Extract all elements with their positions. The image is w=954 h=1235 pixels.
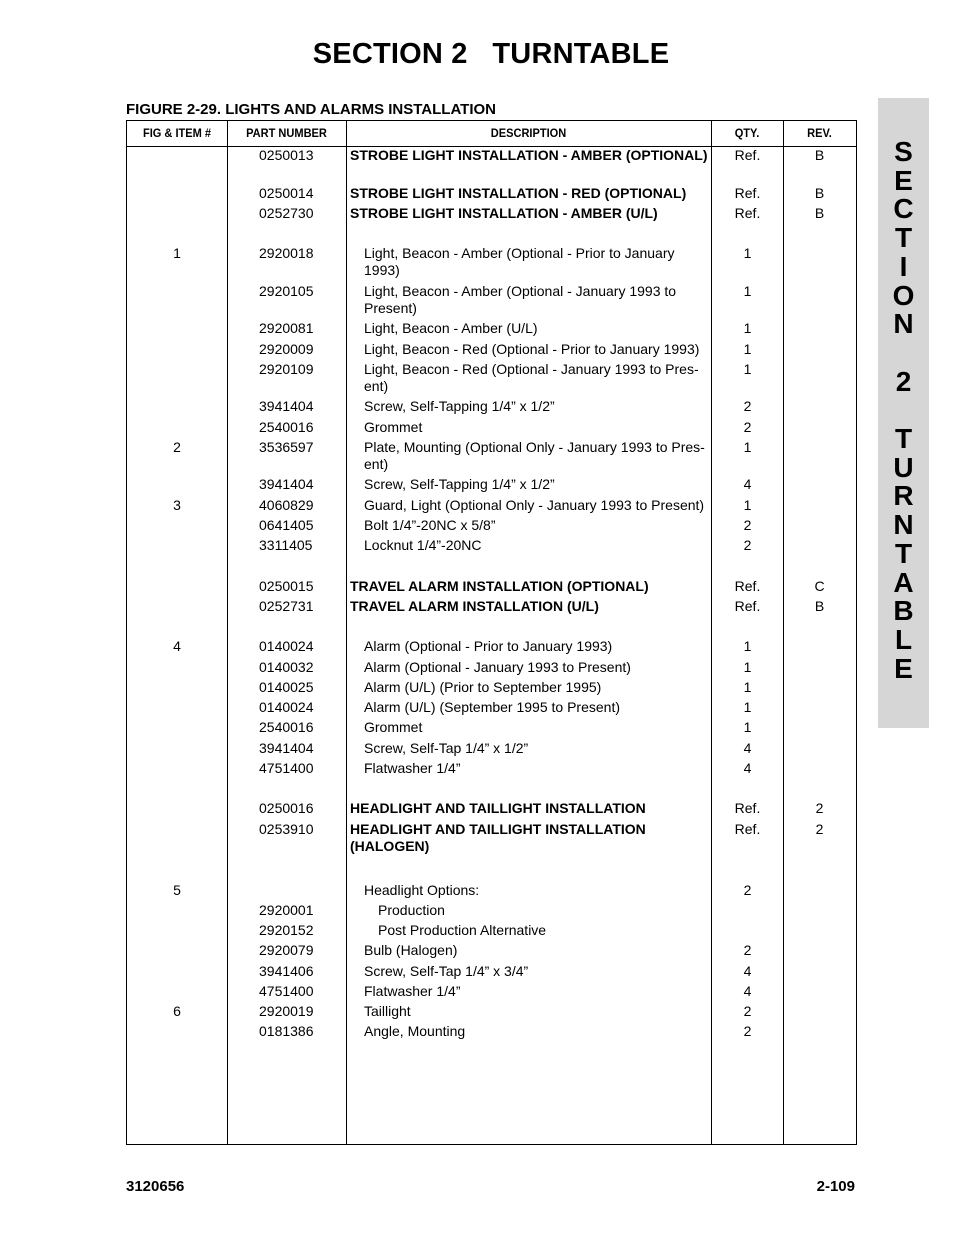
part-number-cell: 0250014 <box>259 185 314 201</box>
part-number-cell: 2920105 <box>259 283 314 299</box>
qty-cell: 2 <box>743 419 752 435</box>
fig-item-cell: 3 <box>173 497 181 513</box>
part-number-cell: 2920018 <box>259 245 314 261</box>
rev-cell: B <box>814 147 825 163</box>
part-number-cell: 3941404 <box>259 398 314 414</box>
qty-cell: Ref. <box>734 821 761 837</box>
qty-cell: 1 <box>743 341 752 357</box>
description-cell: STROBE LIGHT INSTALLATION - AMBER (OPTIONAL) <box>350 147 708 163</box>
description-cell: Bulb (Halogen) <box>364 942 458 958</box>
side-tab-letter: N <box>893 308 914 340</box>
part-number-cell: 2920019 <box>259 1003 314 1019</box>
qty-cell: Ref. <box>734 578 761 594</box>
qty-cell: Ref. <box>734 185 761 201</box>
qty-cell: 1 <box>743 638 752 654</box>
fig-item-cell: 6 <box>173 1003 181 1019</box>
part-number-cell: 0252731 <box>259 598 314 614</box>
qty-cell: 4 <box>743 760 752 776</box>
fig-item-cell: 1 <box>173 245 181 261</box>
description-cell: Post Production Alternative <box>378 922 547 938</box>
part-number-cell: 2920152 <box>259 922 314 938</box>
side-tab-letter: U <box>893 451 914 483</box>
part-number-cell: 0140024 <box>259 699 314 715</box>
part-number-cell: 0181386 <box>259 1023 314 1039</box>
qty-cell: 1 <box>743 719 752 735</box>
side-tab-letter: I <box>899 250 908 282</box>
parts-table <box>126 120 857 1145</box>
description-cell: Alarm (U/L) (Prior to September 1995) <box>364 679 602 695</box>
rev-cell: 2 <box>815 800 824 816</box>
description-cell: Production <box>378 902 445 918</box>
description-cell: Screw, Self-Tap 1/4” x 1/2” <box>364 740 529 756</box>
header-part-number: PART NUMBER <box>246 126 327 140</box>
side-tab-letter: E <box>894 164 913 196</box>
part-number-cell: 0140025 <box>259 679 314 695</box>
header-description: DESCRIPTION <box>490 126 567 140</box>
qty-cell: 2 <box>743 882 752 898</box>
qty-cell: Ref. <box>734 147 761 163</box>
part-number-cell: 4060829 <box>259 497 314 513</box>
qty-cell: 1 <box>743 439 752 455</box>
part-number-cell: 3311405 <box>259 537 313 553</box>
qty-cell: 1 <box>743 699 752 715</box>
qty-cell: 4 <box>743 983 752 999</box>
description-cell: Alarm (Optional - Prior to January 1993) <box>364 638 613 654</box>
part-number-cell: 4751400 <box>259 983 314 999</box>
description-cell: Plate, Mounting (Optional Only - January 1993 to Pres-ent) <box>364 439 705 472</box>
qty-cell: 1 <box>743 361 752 377</box>
qty-cell: 4 <box>743 740 752 756</box>
description-cell: Light, Beacon - Amber (Optional - Prior to January 1993) <box>364 245 675 278</box>
part-number-cell: 3941404 <box>259 476 314 492</box>
description-cell: STROBE LIGHT INSTALLATION - AMBER (U/L) <box>350 205 658 221</box>
part-number-cell: 0641405 <box>259 517 314 533</box>
column-divider <box>783 121 784 1144</box>
description-cell: TRAVEL ALARM INSTALLATION (U/L) <box>350 598 599 614</box>
part-number-cell: 0250013 <box>259 147 314 163</box>
description-cell: STROBE LIGHT INSTALLATION - RED (OPTIONAL) <box>350 185 687 201</box>
side-tab-letter: L <box>894 623 913 655</box>
header-fig-item: FIG & ITEM # <box>142 126 212 140</box>
description-cell: Locknut 1/4”-20NC <box>364 537 482 553</box>
qty-cell: Ref. <box>734 598 761 614</box>
part-number-cell: 0253910 <box>259 821 314 837</box>
qty-cell: 4 <box>743 476 752 492</box>
description-cell: Alarm (Optional - January 1993 to Present) <box>364 659 631 675</box>
side-tab-letter: O <box>892 279 915 311</box>
description-cell: Grommet <box>364 719 423 735</box>
part-number-cell: 2920001 <box>259 902 314 918</box>
part-number-cell: 2920081 <box>259 320 314 336</box>
part-number-cell: 3941404 <box>259 740 314 756</box>
side-tab-letter: R <box>893 480 914 512</box>
description-cell: Grommet <box>364 419 423 435</box>
part-number-cell: 0140024 <box>259 638 314 654</box>
side-tab-letter: E <box>894 652 913 684</box>
description-cell: Light, Beacon - Red (Optional - Prior to January 1993) <box>364 341 700 357</box>
part-number-cell: 2920079 <box>259 942 314 958</box>
description-cell: Headlight Options: <box>364 882 480 898</box>
side-tab-letter: N <box>893 509 914 541</box>
part-number-cell: 0250016 <box>259 800 314 816</box>
part-number-cell: 2540016 <box>259 419 314 435</box>
side-tab-letter: T <box>894 222 913 254</box>
fig-item-cell: 5 <box>173 882 181 898</box>
description-cell: Screw, Self-Tapping 1/4” x 1/2” <box>364 398 555 414</box>
qty-cell: 1 <box>743 320 752 336</box>
qty-cell: 1 <box>743 679 752 695</box>
description-cell: Guard, Light (Optional Only - January 1993 to Present) <box>364 497 705 513</box>
column-divider <box>227 121 228 1144</box>
part-number-cell: 2920009 <box>259 341 314 357</box>
side-tab-letter: C <box>893 193 914 225</box>
rev-cell: B <box>814 205 825 221</box>
qty-cell: 2 <box>743 1023 752 1039</box>
description-cell: HEADLIGHT AND TAILLIGHT INSTALLATION (HALOGEN) <box>350 821 646 854</box>
description-cell: Alarm (U/L) (September 1995 to Present) <box>364 699 620 715</box>
side-tab-letter: A <box>893 566 914 598</box>
part-number-cell: 4751400 <box>259 760 314 776</box>
qty-cell: 2 <box>743 398 752 414</box>
part-number-cell: 3941406 <box>259 963 314 979</box>
description-cell: Screw, Self-Tapping 1/4” x 1/2” <box>364 476 555 492</box>
qty-cell: 2 <box>743 1003 752 1019</box>
description-cell: Bolt 1/4”-20NC x 5/8” <box>364 517 496 533</box>
header-rev: REV. <box>807 126 832 140</box>
side-tab-letter: 2 <box>895 365 912 397</box>
description-cell: TRAVEL ALARM INSTALLATION (OPTIONAL) <box>350 578 649 594</box>
qty-cell: Ref. <box>734 205 761 221</box>
qty-cell: 1 <box>743 245 752 261</box>
page-number: 2-109 <box>816 1178 855 1195</box>
header-qty: QTY. <box>734 126 760 140</box>
part-number-cell: 2540016 <box>259 719 314 735</box>
description-cell: Flatwasher 1/4” <box>364 760 461 776</box>
side-tab-letter: T <box>894 423 913 454</box>
description-cell: Taillight <box>364 1003 411 1019</box>
description-cell: HEADLIGHT AND TAILLIGHT INSTALLATION <box>350 800 646 816</box>
part-number-cell: 2920109 <box>259 361 314 377</box>
qty-cell: 2 <box>743 537 752 553</box>
part-number-cell: 0140032 <box>259 659 314 675</box>
document-number: 3120656 <box>126 1178 185 1195</box>
part-number-cell: 3536597 <box>259 439 314 455</box>
fig-item-cell: 2 <box>173 439 181 455</box>
side-tab-letter: B <box>893 595 914 627</box>
qty-cell: 2 <box>743 517 752 533</box>
description-cell: Screw, Self-Tap 1/4” x 3/4” <box>364 963 529 979</box>
figure-title: FIGURE 2-29. LIGHTS AND ALARMS INSTALLATION <box>126 101 496 118</box>
description-cell: Flatwasher 1/4” <box>364 983 461 999</box>
part-number-cell: 0250015 <box>259 578 314 594</box>
section-title: SECTION 2 TURNTABLE <box>312 38 670 70</box>
description-cell: Light, Beacon - Amber (U/L) <box>364 320 538 336</box>
qty-cell: 2 <box>743 942 752 958</box>
side-tab-letter: S <box>894 136 913 167</box>
rev-cell: B <box>814 598 825 614</box>
part-number-cell: 0252730 <box>259 205 314 221</box>
qty-cell: 4 <box>743 963 752 979</box>
qty-cell: Ref. <box>734 800 761 816</box>
rev-cell: B <box>814 185 825 201</box>
qty-cell: 1 <box>743 283 752 299</box>
rev-cell: 2 <box>815 821 824 837</box>
section-side-tab <box>878 98 929 728</box>
fig-item-cell: 4 <box>173 638 181 654</box>
description-cell: Angle, Mounting <box>364 1023 466 1039</box>
qty-cell: 1 <box>743 659 752 675</box>
description-cell: Light, Beacon - Amber (Optional - January 1993 to Present) <box>364 283 677 316</box>
side-tab-letter: T <box>894 537 913 569</box>
rev-cell: C <box>814 578 825 594</box>
qty-cell: 1 <box>743 497 752 513</box>
description-cell: Light, Beacon - Red (Optional - January 1993 to Pres-ent) <box>364 361 699 394</box>
